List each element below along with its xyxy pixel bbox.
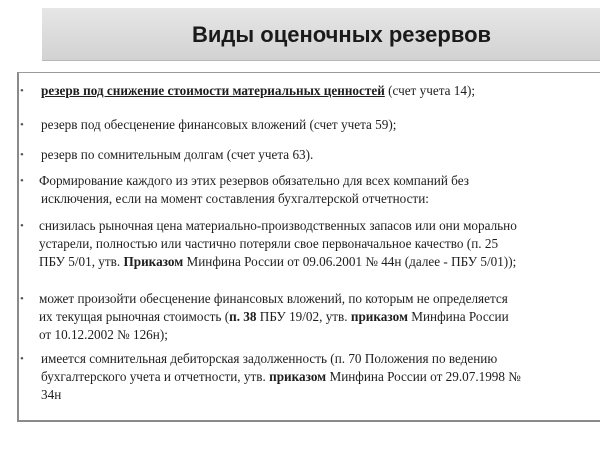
bullet-icon: •	[20, 85, 24, 97]
content-area	[20, 80, 600, 420]
item-line	[39, 253, 517, 271]
bullet-icon: •	[20, 220, 24, 232]
item-text: ПБУ 5/01, утв.	[39, 254, 124, 269]
item-text: Минфина России от 29.07.1998 №	[326, 369, 521, 384]
title-bar	[42, 8, 600, 61]
item-text: исключения, если на момент составления бухгалтерской отчетности:	[41, 191, 429, 206]
order-link-text: Приказом	[123, 254, 184, 269]
item-text: 34н	[41, 387, 62, 402]
item-text: резерв по сомнительным долгам (счет учета 63).	[41, 147, 314, 162]
bullet-icon: •	[20, 175, 24, 187]
bullet-icon: •	[20, 293, 24, 305]
item-text: их текущая рыночная стоимость (	[39, 309, 230, 324]
item-text: Минфина России от 09.06.2001 № 44н (далее - ПБУ 5/01));	[183, 254, 517, 269]
item-text: резерв под обесценение финансовых вложений (счет учета 59);	[41, 117, 397, 132]
item-text: Формирование каждого из этих резервов обязательно для всех компаний без	[39, 173, 469, 188]
bullet-icon: •	[20, 353, 24, 365]
bullet-icon: •	[20, 119, 24, 131]
item-line	[41, 368, 521, 386]
item-text: устарели, полностью или частично потеряли свое первоначальное качество (п. 25	[39, 236, 499, 251]
clause-text: п. 38	[229, 309, 257, 324]
item-text: снизилась рыночная цена материально-производственных запасов или они морально	[39, 218, 517, 233]
order-link-text: приказом	[350, 309, 408, 324]
item-text: может произойти обесценение финансовых вложений, по которым не определяется	[39, 291, 508, 306]
item-text: ПБУ 19/02, утв.	[256, 309, 351, 324]
item-line	[41, 82, 475, 100]
item-text: бухгалтерского учета и отчетности, утв.	[41, 369, 270, 384]
item-text: от 10.12.2002 № 126н);	[39, 327, 168, 342]
item-text: имеется сомнительная дебиторская задолженность (п. 70 Положения по ведению	[41, 351, 498, 366]
item-line	[39, 308, 509, 326]
bullet-icon: •	[20, 149, 24, 161]
slide-title: Виды оценочных резервов	[192, 22, 492, 47]
item-text: (счет учета 14);	[384, 83, 476, 98]
order-link-text: приказом	[269, 369, 327, 384]
item-text: Минфина России	[407, 309, 509, 324]
bold-underlined-text: резерв под снижение стоимости материальных ценностей	[41, 83, 385, 98]
